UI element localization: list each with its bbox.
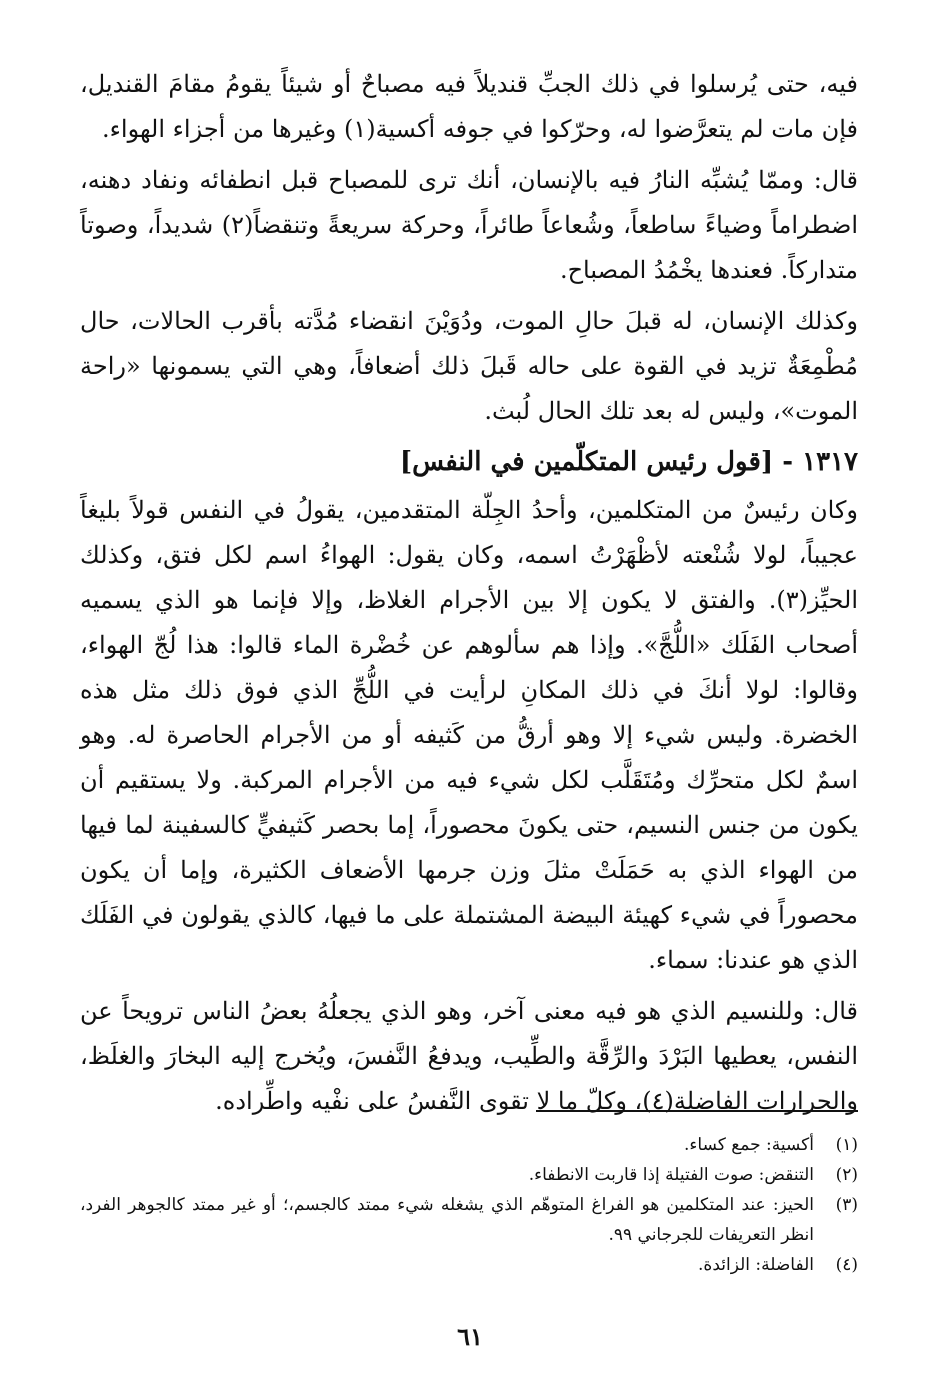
section-title: [قول رئيس المتكلّمين في النفس] <box>399 447 774 477</box>
footnote-4 <box>80 1250 858 1280</box>
section-number: ١٣١٧ <box>802 447 858 477</box>
footnote-2 <box>80 1160 858 1190</box>
paragraph-4: وكان رئيسٌ من المتكلمين، وأحدُ الجِلّة المتقدمين، يقولُ في النفس قولاً بليغاً عجيباً، لولا شُنْعته لأظْهَرْتُ اسمه، وكان يقول: الهواءُ اسم لكل فتق، وكذلك الحيِّز(٣). والفتق لا يكون إلا بين الأجرام الغلاظ، وإلا فإنما هو الذي يسميه أصحاب الفَلَك «اللُّجَّ». وإذا هم سألوهم عن خُضْرة الماء قالوا: هذا لُجّ الهواء، وقالوا: لولا أنكَ في ذلك المكانِ لرأيت في اللُّجِّ الذي فوق ذلك مثل هذه الخضرة. وليس شيء إلا وهو أرقُّ من كَثيفه أو من الأجرام الحاصرة له. وهو اسمٌ لكل متحرِّك ومُتَقَلَّب لكل شيء فيه من الأجرام المركبة. ولا يستقيم أن يكون من جنس النسيم، حتى يكونَ محصوراً، إما بحصر كَثيفيٍّ كالسفينة لما فيها من الهواء الذي به حَمَلَتْ مثلَ وزن جرمها الأضعاف الكثيرة، وإما أن يكون محصوراً في شيء كهيئة البيضة المشتملة على ما فيها، كالذي يقولون في الفَلَك الذي هو عندنا: سماء. <box>80 496 859 974</box>
footnote-number: (١) <box>835 1135 858 1155</box>
paragraph-3: وكذلك الإنسان، له قبلَ حالِ الموت، ودُوَيْنَ انقضاء مُدَّته بأقرب الحالات، حال مُطْمِعَةٌ تزيد في القوة على حاله قَبلَ ذلك أضعافاً، وهي التي يسمونها «راحة الموت»، وليس له بعد تلك الحال لُبث. <box>80 307 858 425</box>
footnote-text: أكسية: جمع كساء. <box>684 1135 814 1155</box>
footnote-1 <box>80 1130 858 1160</box>
footnote-text: التنقض: صوت الفتيلة إذا قاربت الانطفاء. <box>528 1165 814 1185</box>
footnotes <box>80 1130 858 1280</box>
footnote-number: (٤) <box>835 1255 858 1275</box>
paragraph-5: قال: وللنسيم الذي هو فيه معنى آخر، وهو الذي يجعلُهُ بعضُ الناس ترويحاً عن النفس، يعطيها البَرْدَ والرِّقَّة والطِّيب، ويدفعُ النَّفسَ، ويُخرج إليه البخارَ والغلَظ، والحرارات الفاضلة(٤)، وكلّ ما لا تقوى النَّفسُ على نفْيه واطِّراده. <box>80 997 858 1115</box>
page-number: ٦١ <box>457 1322 483 1351</box>
footnote-number: (٢) <box>835 1165 858 1185</box>
footnote-divider <box>536 1110 858 1112</box>
paragraph-1: فيه، حتى يُرسلوا في ذلك الجبِّ قنديلاً فيه مصباحٌ أو شيئاً يقومُ مقامَ القنديل، فإن مات لم يتعرَّضوا له، وحرّكوا في جوفه أكسية(١) وغيرها من أجزاء الهواء. <box>80 70 859 143</box>
paragraph-2: قال: وممّا يُشبِّه النارُ فيه بالإنسان، أنك ترى للمصباح قبل انطفائه ونفاد دهنه، اضطراماً وضياءً ساطعاً، وشُعاعاً طائراً، وحركة سريعةً وتنقضاً(٢) شديداً، وصوتاً متداركاً. فعندها يخْمُدُ المصباح. <box>80 166 858 284</box>
footnote-3 <box>80 1190 858 1250</box>
section-separator: - <box>773 447 803 477</box>
footnote-text: الحيز: عند المتكلمين هو الفراغ المتوهّم الذي يشغله شيء ممتد كالجسم،؛ أو غير ممتد كالجوهر الفرد، انظر التعريفات للجرجاني ٩٩. <box>80 1195 814 1245</box>
footnote-text: الفاضلة: الزائدة. <box>698 1255 814 1275</box>
page-body <box>80 62 858 1124</box>
section-heading <box>80 438 858 486</box>
footnote-number: (٣) <box>835 1195 858 1215</box>
